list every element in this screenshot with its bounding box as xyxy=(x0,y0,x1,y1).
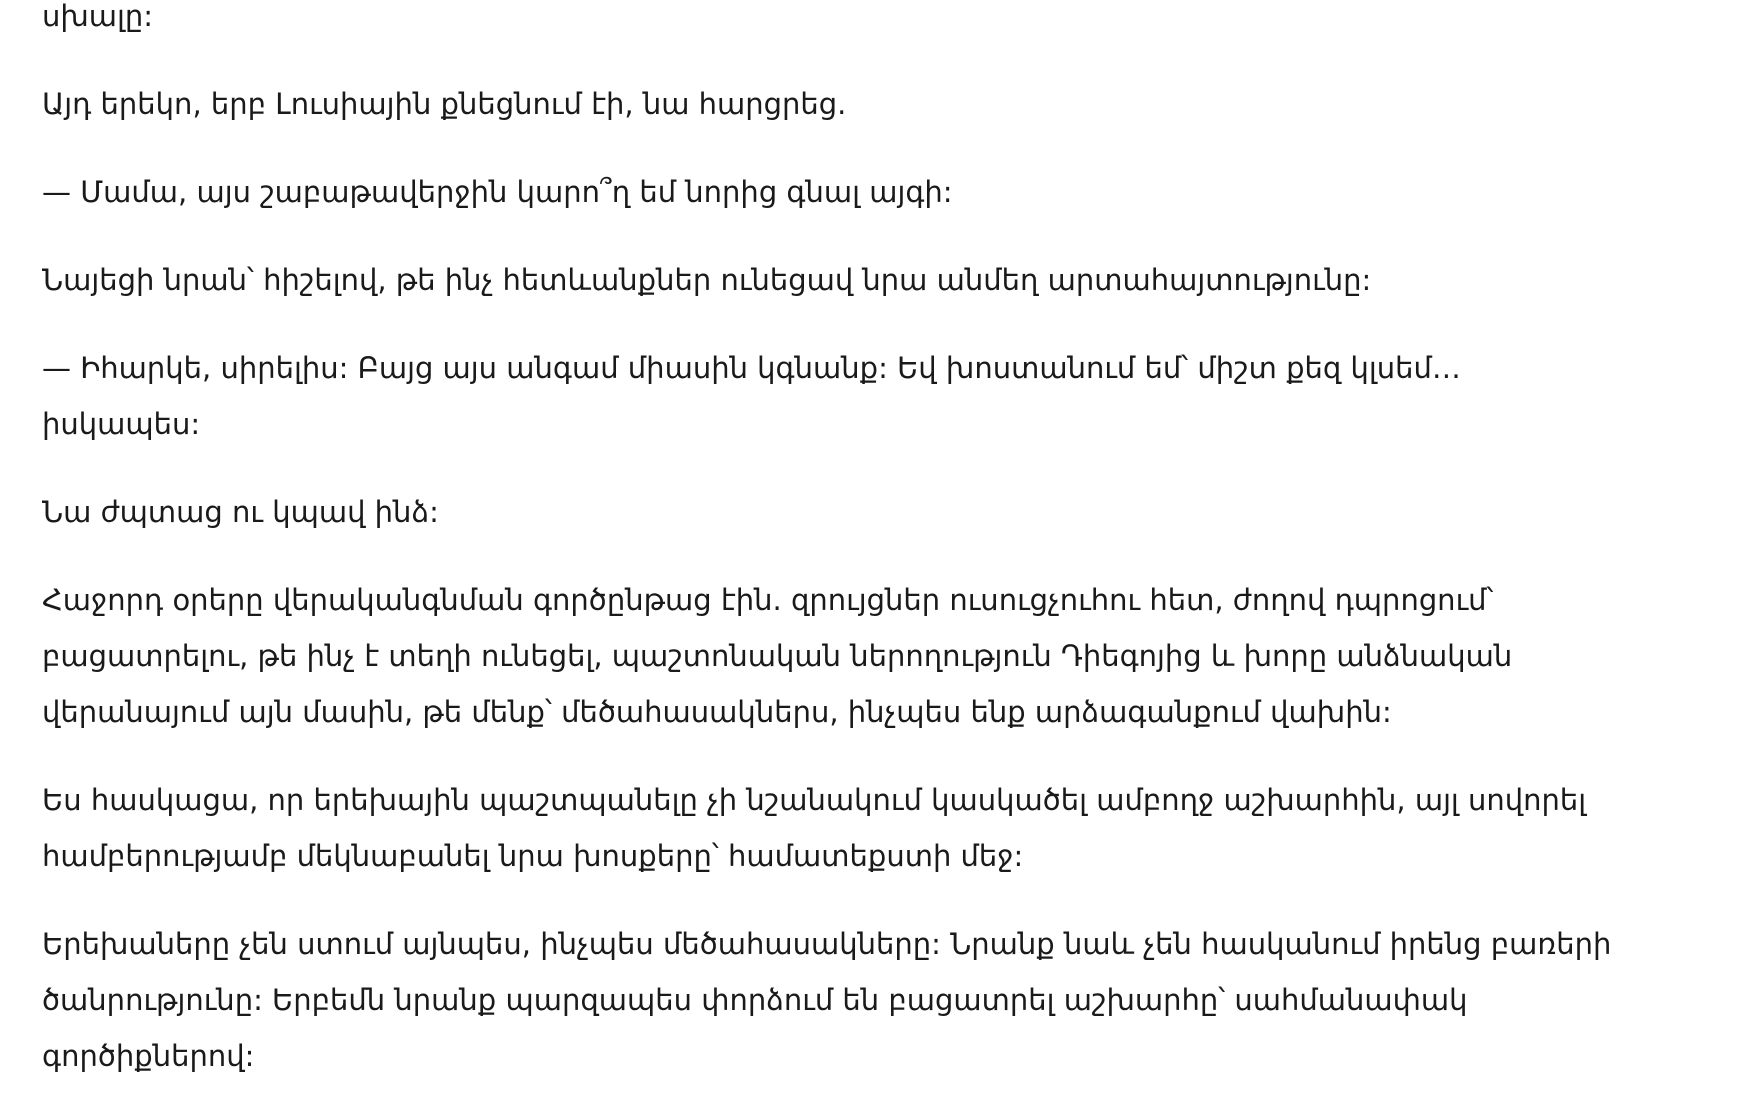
text-line: բացատրելու, թե ինչ է տեղի ունեցել, պաշտոնական ներողություն Դիեգոյից և խորը անձնական xyxy=(42,639,1513,673)
text-line: սխալը: xyxy=(42,0,154,33)
text-line: Ես հասկացա, որ երեխային պաշտպանելը չի նշանակում կասկածել ամբողջ աշխարհին, այլ սովորել xyxy=(42,783,1587,817)
text-line: — Իհարկե, սիրելիս: Բայց այս անգամ միասին կգնանք: Եվ խոստանում եմ՝ միշտ քեզ կլսեմ… xyxy=(42,351,1461,385)
paragraph xyxy=(42,772,1702,884)
paragraph-dialogue xyxy=(42,340,1702,452)
paragraph xyxy=(42,916,1702,1084)
text-line: համբերությամբ մեկնաբանել նրա խոսքերը՝ համատեքստի մեջ: xyxy=(42,839,1024,873)
paragraph-dialogue xyxy=(42,164,1702,220)
article-body xyxy=(42,0,1702,1116)
paragraph xyxy=(42,76,1702,132)
text-line: Այդ երեկո, երբ Լուսիային քնեցնում էի, նա հարցրեց. xyxy=(42,87,847,121)
text-line: Հաջորդ օրերը վերականգնման գործընթաց էին. զրույցներ ուսուցչուհու հետ, ժողով դպրոցում՝ xyxy=(42,583,1494,617)
text-line: վերանայում այն մասին, թե մենք՝ մեծահասակներս, ինչպես ենք արձագանքում վախին: xyxy=(42,695,1392,729)
paragraph xyxy=(42,484,1702,540)
paragraph xyxy=(42,252,1702,308)
text-line: Երեխաները չեն ստում այնպես, ինչպես մեծահասակները: Նրանք նաև չեն հասկանում իրենց բառերի xyxy=(42,927,1612,961)
text-line: ծանրությունը: Երբեմն նրանք պարզապես փորձում են բացատրել աշխարհը՝ սահմանափակ xyxy=(42,983,1468,1017)
text-line: Նա ժպտաց ու կպավ ինձ: xyxy=(42,495,439,529)
text-line: — Մամա, այս շաբաթավերջին կարո՞ղ եմ նորից գնալ այգի: xyxy=(42,175,953,209)
paragraph-fragment xyxy=(42,0,1702,44)
paragraph xyxy=(42,572,1702,740)
text-line: գործիքներով: xyxy=(42,1039,255,1073)
text-line: իսկապես: xyxy=(42,407,201,441)
text-line: Նայեցի նրան՝ հիշելով, թե ինչ հետևանքներ ունեցավ նրա անմեղ արտահայտությունը: xyxy=(42,263,1372,297)
